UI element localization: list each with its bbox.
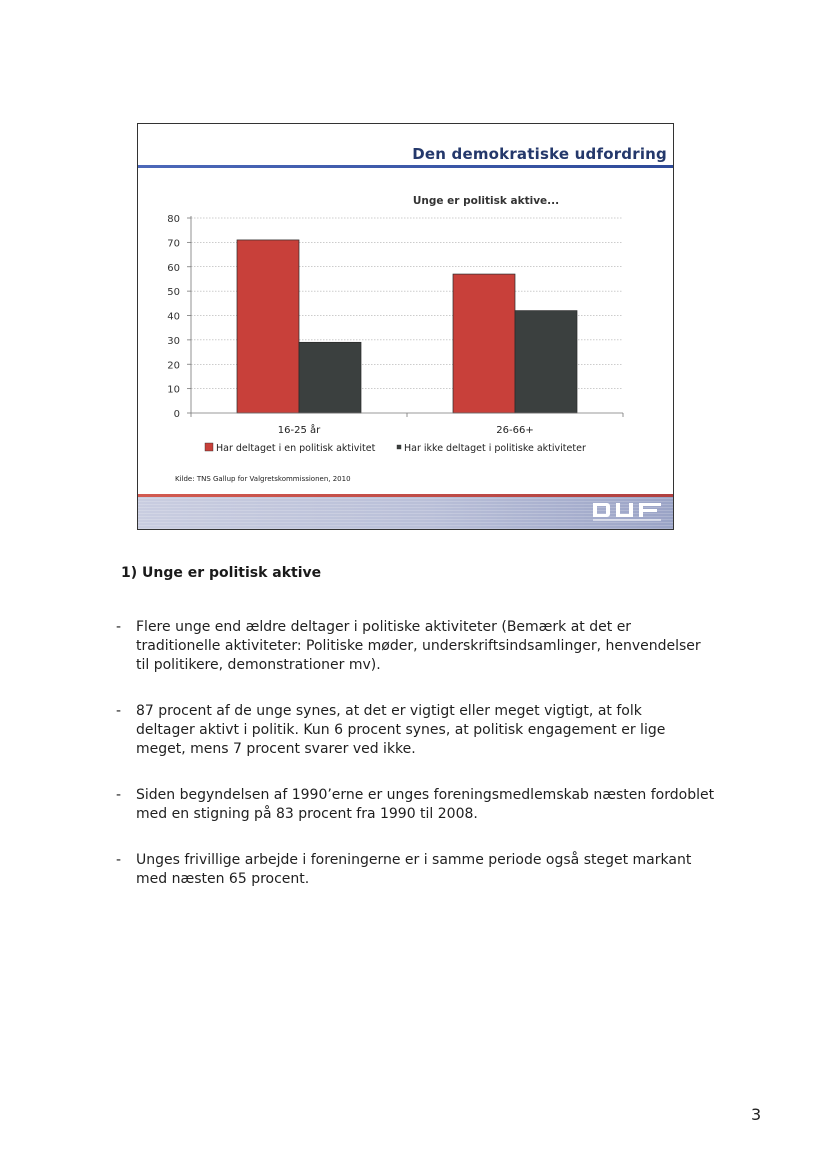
bullet-item bbox=[116, 618, 706, 675]
chart-title: Unge er politisk aktive... bbox=[412, 195, 560, 207]
legend-swatch bbox=[205, 443, 213, 451]
chart-source: Kilde: TNS Gallup for Valgretskommissionen, 2010 bbox=[175, 475, 351, 483]
y-tick-label: 0 bbox=[173, 409, 180, 420]
bar bbox=[453, 274, 515, 413]
y-tick-label: 70 bbox=[167, 238, 180, 250]
bullet-item bbox=[116, 786, 721, 824]
bullet-dash: - bbox=[116, 703, 122, 719]
bar bbox=[237, 240, 299, 413]
y-tick-label: 50 bbox=[167, 287, 180, 299]
bullet-text: 87 procent af de unge synes, at det er vigtigt eller meget vigtigt, at folk deltager aktivt i politik. Kun 6 procent synes, at politisk engagement er lige meget, mens 7 procent svarer ved ikke. bbox=[136, 703, 666, 757]
legend-label: Har ikke deltaget i politiske aktiviteter bbox=[404, 443, 586, 454]
bullet-item bbox=[116, 702, 686, 759]
bar bbox=[299, 342, 361, 413]
x-axis-labels bbox=[278, 423, 534, 436]
legend-swatch bbox=[397, 445, 401, 449]
bullet-text: Flere unge end ældre deltager i politiske aktiviteter (Bemærk at det er traditionelle aktiviteter: Politiske møder, underskriftsindsamlinger, henvendelser til politikere, demonstrationer mv). bbox=[136, 619, 701, 673]
y-tick-label: 80 bbox=[167, 214, 180, 225]
x-tick-label: 26-66+ bbox=[496, 425, 534, 436]
section-heading: 1) Unge er politisk aktive bbox=[121, 565, 322, 581]
bullet-list bbox=[116, 618, 715, 889]
bullet-item bbox=[116, 851, 696, 889]
y-tick-label: 40 bbox=[167, 311, 180, 323]
bullet-dash: - bbox=[116, 787, 122, 803]
chart-bars bbox=[237, 240, 577, 413]
bar-chart bbox=[138, 124, 675, 494]
y-tick-label: 10 bbox=[167, 384, 180, 396]
bar bbox=[515, 311, 577, 413]
duf-logo bbox=[591, 501, 665, 523]
y-tick-label: 60 bbox=[167, 262, 180, 274]
y-tick-label: 30 bbox=[167, 335, 180, 347]
bullet-dash: - bbox=[116, 852, 122, 868]
presentation-slide bbox=[137, 123, 674, 530]
bullet-dash: - bbox=[116, 619, 122, 635]
x-tick-label: 16-25 år bbox=[277, 425, 321, 436]
slide-title: Den demokratiske udfordring bbox=[412, 145, 667, 163]
y-tick-label: 20 bbox=[167, 360, 180, 372]
legend-label: Har deltaget i en politisk aktivitet bbox=[216, 443, 376, 454]
page-number: 3 bbox=[751, 1105, 762, 1124]
chart-legend bbox=[205, 443, 586, 454]
bullet-text: Unges frivillige arbejde i foreningerne er i samme periode også steget markant med næsten 65 procent. bbox=[136, 852, 692, 887]
slide-footer-band bbox=[138, 494, 673, 529]
bullet-text: Siden begyndelsen af 1990’erne er unges foreningsmedlemskab næsten fordoblet med en stigning på 83 procent fra 1990 til 2008. bbox=[136, 787, 715, 822]
y-axis-ticks bbox=[167, 214, 191, 420]
